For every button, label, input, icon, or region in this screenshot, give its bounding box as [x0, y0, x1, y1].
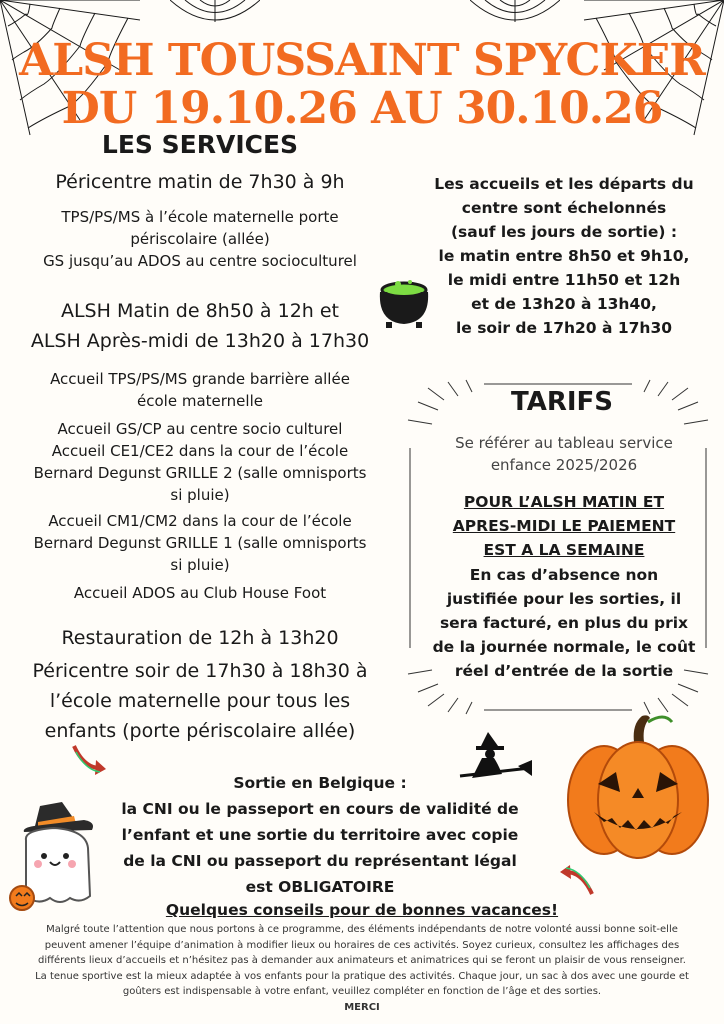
- tarifs-absence-line-4: de la journée normale, le coût: [432, 638, 696, 656]
- conseils-line-2: peuvent amener l’équipe d’animation à modifier lieux ou horaires de ces activités. Soyez curieux, consultez les affichages des: [44, 939, 680, 951]
- accueil-list: [0, 368, 400, 604]
- pumpkin-icon: [564, 712, 712, 862]
- accueils-block: [412, 172, 716, 340]
- tarifs-paiement: [412, 490, 716, 562]
- sortie-line-5: est OBLIGATOIRE: [245, 878, 395, 896]
- accueils-line-4: le matin entre 8h50 et 9h10,: [438, 247, 690, 265]
- accueil-ados: Accueil ADOS au Club House Foot: [73, 584, 327, 602]
- tarifs-paiement-line-1: POUR L’ALSH MATIN ET: [463, 493, 665, 511]
- sortie-line-4: de la CNI ou passeport du représentant légal: [123, 852, 517, 870]
- accueils-line-6: et de 13h20 à 13h40,: [471, 295, 657, 313]
- pericentre-matin-gs: GS jusqu’au ADOS au centre socioculturel: [43, 252, 357, 270]
- tarifs-paiement-line-2: APRES-MIDI LE PAIEMENT: [452, 517, 676, 535]
- accueils-line-2: centre sont échelonnés: [461, 199, 667, 217]
- conseils-line-3: différents lieux d’accueils et n’hésitez pas à demander aux animateurs et animatrices qui se feront un plaisir de vous renseigner.: [38, 955, 686, 966]
- pericentre-soir-line-1: Péricentre soir de 17h30 à 18h30 à: [32, 660, 368, 682]
- tarifs-paiement-line-3: EST A LA SEMAINE: [483, 541, 645, 559]
- pericentre-soir-line-3: enfants (porte périscolaire allée): [44, 720, 356, 742]
- accueils-line-3: (sauf les jours de sortie) :: [450, 223, 678, 241]
- accueil-cm-line-1: Accueil CM1/CM2 dans la cour de l’école: [48, 512, 352, 530]
- merci: MERCI: [344, 1001, 380, 1013]
- tarifs-absence-line-2: justifiée pour les sorties, il: [446, 590, 682, 608]
- pericentre-matin-details: [0, 206, 400, 272]
- alsh-matin: ALSH Matin de 8h50 à 12h et: [60, 300, 340, 322]
- conseils-line-4: La tenue sportive est la mieux adaptée à vos enfants pour la pratique des activités. Chaque jour, un sac à dos avec une gourde et: [35, 970, 689, 982]
- accueils-line-1: Les accueils et les départs du: [434, 175, 694, 193]
- alsh-apres-midi: ALSH Après-midi de 13h20 à 17h30: [30, 330, 370, 352]
- tarifs-absence: [412, 563, 716, 683]
- pericentre-soir-line-2: l’école maternelle pour tous les: [49, 690, 351, 712]
- pericentre-matin-tps-line-2: périscolaire (allée): [130, 230, 270, 248]
- arrow-icon: [556, 862, 596, 898]
- accueil-tps-line-2: école maternelle: [137, 392, 263, 410]
- tarifs-heading: TARIFS: [510, 387, 614, 417]
- accueils-line-7: le soir de 17h20 à 17h30: [455, 319, 673, 337]
- title-line-1: ALSH TOUSSAINT SPYCKER: [19, 35, 705, 86]
- restauration: Restauration de 12h à 13h20: [61, 627, 339, 649]
- pericentre-matin: Péricentre matin de 7h30 à 9h: [55, 171, 345, 193]
- tarifs-absence-line-1: En cas d’absence non: [469, 566, 659, 584]
- tarifs-reference-line-2: enfance 2025/2026: [490, 456, 638, 474]
- accueil-cm-line-2: Bernard Degunst GRILLE 1 (salle omnisports: [33, 534, 367, 552]
- sortie-line-2: la CNI ou le passeport en cours de validité de: [121, 800, 519, 818]
- accueil-ce-line-1: Accueil CE1/CE2 dans la cour de l’école: [51, 442, 349, 460]
- conseils-heading: Quelques conseils pour de bonnes vacances!: [165, 901, 559, 919]
- conseils-line-1: Malgré toute l’attention que nous portons à ce programme, des éléments indépendants de notre volonté aussi bonne soit-elle: [46, 924, 678, 935]
- sortie-line-3: l’enfant et une sortie du territoire avec copie: [121, 826, 519, 844]
- alsh-hours: [0, 296, 400, 356]
- title-line-2: DU 19.10.26 AU 30.10.26: [61, 83, 663, 134]
- ghost-icon: [4, 800, 114, 916]
- pericentre-soir: [0, 656, 400, 746]
- accueil-ce-line-2: Bernard Degunst GRILLE 2 (salle omnisports: [33, 464, 367, 482]
- spider-web-top-icon: [470, 0, 560, 40]
- tarifs-reference-line-1: Se référer au tableau service: [455, 434, 673, 452]
- tarifs-absence-line-3: sera facturé, en plus du prix: [439, 614, 689, 632]
- conseils-paragraph: [6, 922, 718, 1015]
- conseils-line-5: goûters est indispensable à votre enfant, veuillez compléter en fonction de l’âge et des sorties.: [122, 986, 602, 997]
- spider-web-top-icon: [170, 0, 260, 40]
- accueil-tps-line-1: Accueil TPS/PS/MS grande barrière allée: [50, 370, 350, 388]
- pericentre-matin-tps-line-1: TPS/PS/MS à l’école maternelle porte: [61, 208, 339, 226]
- accueil-cm-line-3: si pluie): [170, 556, 230, 574]
- sortie-block: [100, 770, 540, 900]
- accueil-ce-line-3: si pluie): [170, 486, 230, 504]
- tarifs-absence-line-5: réel d’entrée de la sortie: [454, 662, 674, 680]
- accueils-line-5: le midi entre 11h50 et 12h: [447, 271, 681, 289]
- services-heading: LES SERVICES: [101, 130, 299, 159]
- tarifs-reference: [412, 432, 716, 476]
- accueil-gs: Accueil GS/CP au centre socio culturel: [57, 420, 343, 438]
- sortie-line-1: Sortie en Belgique :: [233, 774, 407, 792]
